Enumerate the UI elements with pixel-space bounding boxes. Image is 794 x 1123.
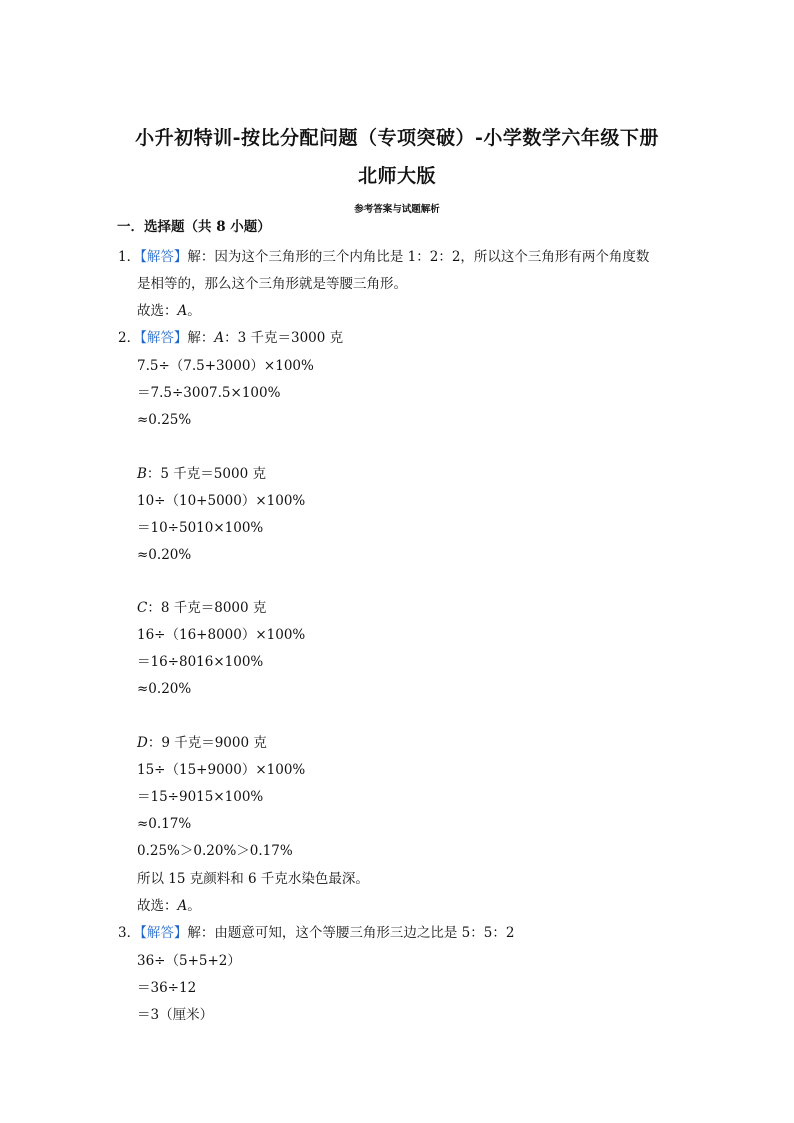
section-heading: 一．选择题（共 8 小题） xyxy=(117,219,271,235)
q2-d-step2: ＝15÷9015×100% xyxy=(137,789,264,805)
q1-text-line2: 是相等的，那么这个三角形就是等腰三角形。 xyxy=(137,276,407,292)
q2-d-head-text: ：9 千克＝9000 克 xyxy=(147,735,267,751)
q1-answer-tag: 【解答】 xyxy=(140,249,188,265)
doc-title-line2: 北师大版 xyxy=(357,165,436,187)
q2-d-head xyxy=(137,734,267,752)
q1-choice-value: A xyxy=(177,303,188,319)
q3-step3: ＝3（厘米） xyxy=(137,1007,214,1023)
q2-choice-value: A xyxy=(177,898,188,914)
q1-line1 xyxy=(118,248,649,266)
q2-c-step1: 16÷（16+8000）×100% xyxy=(137,627,306,643)
q3-text-line1: 由题意可知，这个等腰三角形三边之比是 5：5：2 xyxy=(214,925,515,941)
q2-choice-end: 。 xyxy=(187,898,201,914)
q2-c-label: C xyxy=(137,600,148,616)
doc-title-line1: 小升初特训-按比分配问题（专项突破）-小学数学六年级下册 xyxy=(135,127,659,149)
q2-a-step1: 7.5÷（7.5+3000）×100% xyxy=(137,358,314,374)
q3-line1 xyxy=(118,924,514,942)
q2-number: 2． xyxy=(118,330,141,346)
q2-d-step3: ≈0.17% xyxy=(137,816,192,832)
q2-c-head-text: ：8 千克＝8000 克 xyxy=(147,600,267,616)
q2-conclusion: 所以 15 克颜料和 6 千克水染色最深。 xyxy=(137,871,369,887)
q1-choice-end: 。 xyxy=(187,303,201,319)
q2-b-step2: ＝10÷5010×100% xyxy=(137,520,264,536)
q2-b-head xyxy=(137,465,266,483)
q2-b-head-text: ：5 千克＝5000 克 xyxy=(146,466,266,482)
q1-jie: 解： xyxy=(187,249,215,265)
q1-choice-prefix: 故选： xyxy=(137,303,178,319)
doc-subtitle: 参考答案与试题解析 xyxy=(354,204,440,215)
q2-a-step3: ≈0.25% xyxy=(137,412,192,428)
q2-answer-tag: 【解答】 xyxy=(140,330,188,346)
q1-text-line1: 因为这个三角形的三个内角比是 1：2：2，所以这个三角形有两个角度数 xyxy=(214,249,650,265)
q3-answer-tag: 【解答】 xyxy=(140,925,188,941)
q2-c-step2: ＝16÷8016×100% xyxy=(137,654,264,670)
q2-a-step2: ＝7.5÷3007.5×100% xyxy=(137,385,281,401)
q2-choice xyxy=(137,897,201,915)
q2-b-label: B xyxy=(137,466,147,482)
q2-choice-prefix: 故选： xyxy=(137,898,178,914)
q3-step1: 36÷（5+5+2） xyxy=(137,953,241,969)
q3-step2: ＝36÷12 xyxy=(137,980,197,996)
q1-choice xyxy=(137,302,201,320)
q2-d-step1: 15÷（15+9000）×100% xyxy=(137,762,306,778)
q2-line1 xyxy=(118,329,343,347)
q2-jie: 解： xyxy=(187,330,215,346)
q2-c-step3: ≈0.20% xyxy=(137,681,192,697)
q2-a-label: A xyxy=(214,330,225,346)
q1-number: 1． xyxy=(118,249,141,265)
q2-c-head xyxy=(137,599,266,617)
q2-a-head: ：3 千克＝3000 克 xyxy=(224,330,344,346)
q2-b-step1: 10÷（10+5000）×100% xyxy=(137,493,306,509)
q2-d-label: D xyxy=(137,735,148,751)
q2-b-step3: ≈0.20% xyxy=(137,547,192,563)
q3-jie: 解： xyxy=(187,925,215,941)
q2-compare: 0.25%＞0.20%＞0.17% xyxy=(137,843,293,859)
q3-number: 3． xyxy=(118,925,141,941)
